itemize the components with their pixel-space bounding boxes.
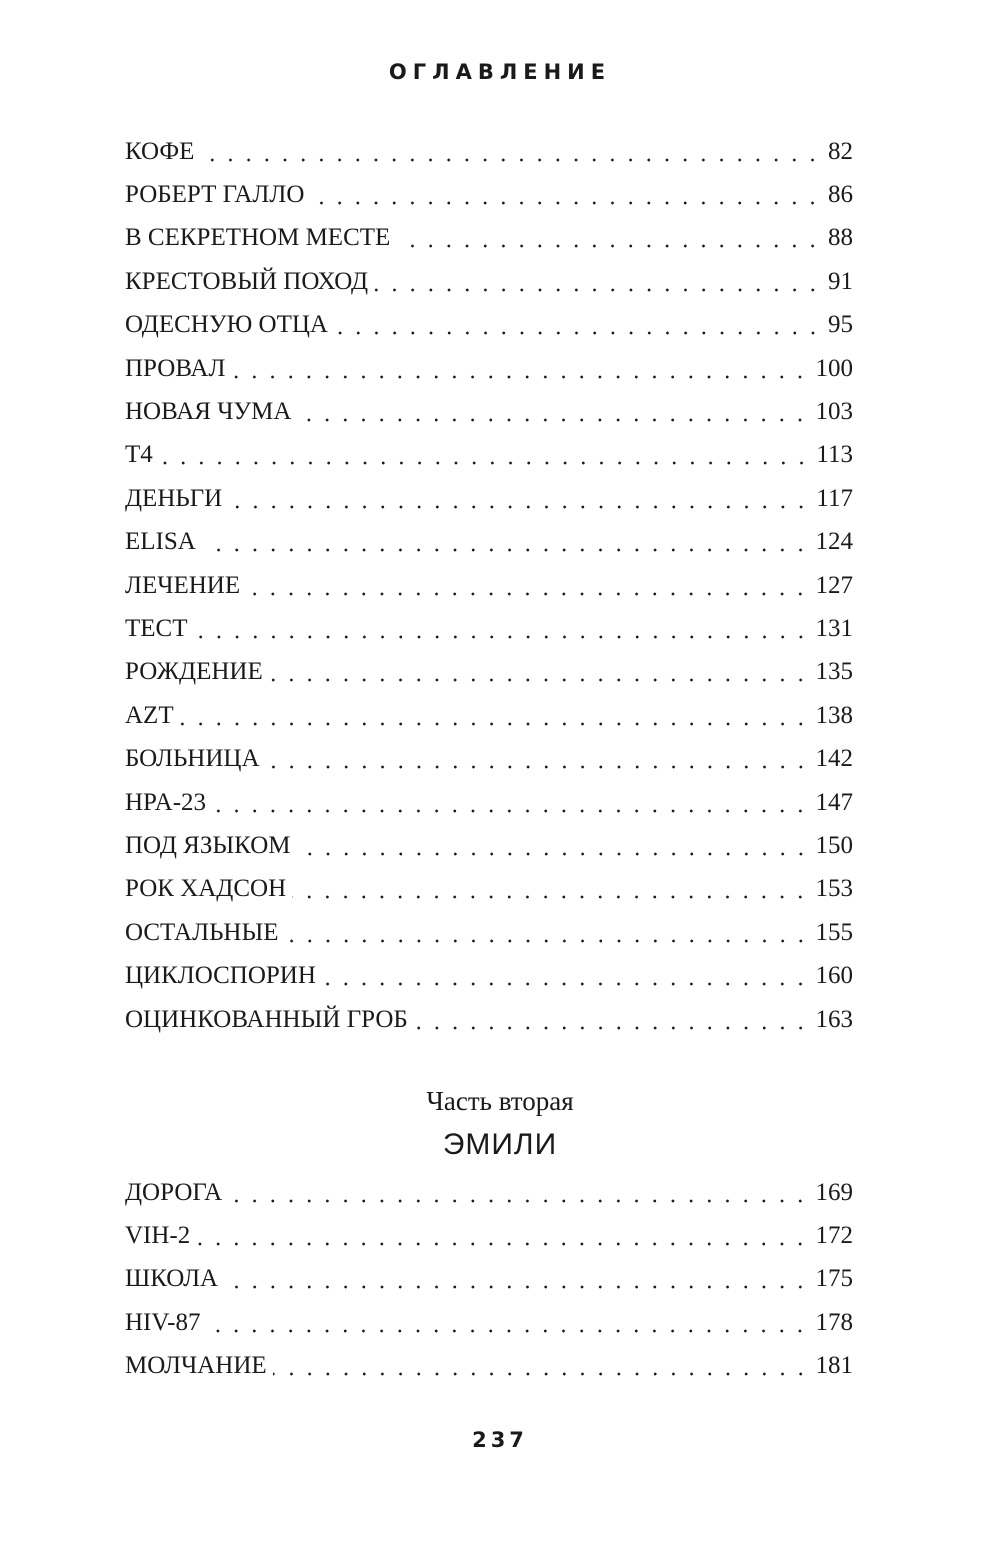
dot-leader (202, 547, 810, 553)
toc-entry (125, 1214, 853, 1257)
toc-entry (125, 868, 853, 911)
entry-title: ДЕНЬГИ (125, 484, 223, 512)
entry-page: 163 (815, 1005, 853, 1033)
dot-leader (231, 374, 809, 380)
entry-title: ШКОЛА (125, 1265, 219, 1293)
entry-title: МОЛЧАНИЕ (125, 1352, 267, 1380)
entry-page: 150 (815, 831, 853, 859)
dot-leader (297, 851, 810, 857)
entry-page: 113 (816, 441, 853, 469)
entry-page: 103 (815, 398, 853, 426)
toc-entry (125, 217, 853, 260)
entry-title: VIH-2 (125, 1222, 191, 1250)
toc-entry (125, 304, 853, 347)
entry-title: В СЕКРЕТНОМ МЕСТЕ (125, 224, 391, 252)
dot-leader (194, 634, 810, 640)
entry-page: 135 (815, 658, 853, 686)
toc-entry (125, 564, 853, 607)
toc-entry (125, 781, 853, 824)
dot-leader (292, 894, 809, 900)
dot-leader (212, 808, 809, 814)
entry-title: AZT (125, 701, 174, 729)
entry-title: HIV-87 (125, 1308, 201, 1336)
entry-page: 127 (815, 571, 853, 599)
entry-page: 169 (815, 1178, 853, 1206)
toc-entry (125, 911, 853, 954)
part-title: ЭМИЛИ (442, 1128, 558, 1161)
dot-leader (414, 1025, 810, 1031)
toc-entry (125, 173, 853, 216)
page-number: 237 (472, 1428, 528, 1452)
entry-page: 82 (828, 137, 853, 165)
toc-entry (125, 521, 853, 564)
dot-leader (224, 1284, 809, 1290)
dot-leader (200, 157, 822, 163)
entry-title: РОЖДЕНИЕ (125, 658, 263, 686)
entry-page: 181 (815, 1352, 853, 1380)
toc-entry (125, 1171, 853, 1214)
toc-entry (125, 737, 853, 780)
dot-leader (228, 1198, 809, 1204)
entry-page: 86 (828, 181, 853, 209)
entry-title: ЛЕЧЕНИЕ (125, 571, 241, 599)
toc-entry (125, 390, 853, 433)
toc-entry (125, 694, 853, 737)
dot-leader (322, 981, 810, 987)
entry-page: 147 (815, 788, 853, 816)
toc-entry (125, 130, 853, 173)
toc-entry (125, 1345, 853, 1388)
entry-title: HPA-23 (125, 788, 207, 816)
dot-leader (396, 243, 822, 249)
dot-leader (297, 417, 809, 423)
entry-title: ОДЕСНУЮ ОТЦА (125, 311, 328, 339)
dot-leader (266, 764, 810, 770)
entry-page: 91 (828, 267, 853, 295)
toc-entry (125, 607, 853, 650)
entry-title: ЦИКЛОСПОРИН (125, 962, 316, 990)
toc-entry (125, 1258, 853, 1301)
dot-leader (159, 460, 811, 466)
toc-entry (125, 824, 853, 867)
entry-title: Т4 (125, 441, 153, 469)
entry-title: КОФЕ (125, 137, 195, 165)
entry-page: 142 (815, 745, 853, 773)
entry-title: ДОРОГА (125, 1178, 223, 1206)
entry-page: 88 (828, 224, 853, 252)
entry-title: РОК ХАДСОН (125, 875, 287, 903)
dot-leader (228, 504, 810, 510)
dot-leader (374, 287, 822, 293)
dot-leader (206, 1328, 809, 1334)
toc-entry (125, 954, 853, 997)
entry-title: ОЦИНКОВАННЫЙ ГРОБ (125, 1005, 408, 1033)
toc-entry (125, 998, 853, 1041)
entry-title: ПРОВАЛ (125, 354, 226, 382)
page-header: ОГЛАВЛЕНИЕ (388, 60, 612, 84)
dot-leader (269, 677, 810, 683)
entry-page: 153 (815, 875, 853, 903)
entry-page: 124 (815, 528, 853, 556)
entry-title: КРЕСТОВЫЙ ПОХОД (125, 267, 369, 295)
dot-leader (196, 1241, 809, 1247)
entry-title: ТЕСТ (125, 614, 188, 642)
entry-page: 100 (815, 354, 853, 382)
entry-title: ELISA (125, 528, 196, 556)
dot-leader (285, 938, 810, 944)
entry-title: НОВАЯ ЧУМА (125, 398, 292, 426)
toc-entry (125, 477, 853, 520)
dot-leader (334, 330, 822, 336)
entry-page: 95 (828, 311, 853, 339)
entry-page: 160 (815, 962, 853, 990)
entry-page: 178 (815, 1308, 853, 1336)
entry-page: 155 (815, 918, 853, 946)
entry-title: РОБЕРТ ГАЛЛО (125, 181, 305, 209)
toc-entry (125, 347, 853, 390)
part-label: Часть вторая (426, 1086, 574, 1116)
dot-leader (246, 591, 809, 597)
entry-page: 117 (816, 484, 853, 512)
entry-page: 172 (815, 1222, 853, 1250)
toc-entry (125, 434, 853, 477)
entry-page: 175 (815, 1265, 853, 1293)
entry-page: 131 (815, 614, 853, 642)
dot-leader (273, 1371, 810, 1377)
toc-part-one (125, 130, 853, 1041)
toc-part-two (125, 1171, 853, 1388)
dot-leader (310, 200, 822, 206)
toc-entry (125, 651, 853, 694)
entry-title: ОСТАЛЬНЫЕ (125, 918, 279, 946)
toc-entry (125, 260, 853, 303)
entry-title: ПОД ЯЗЫКОМ (125, 831, 291, 859)
entry-page: 138 (815, 701, 853, 729)
dot-leader (180, 721, 810, 727)
toc-entry (125, 1301, 853, 1344)
entry-title: БОЛЬНИЦА (125, 745, 260, 773)
